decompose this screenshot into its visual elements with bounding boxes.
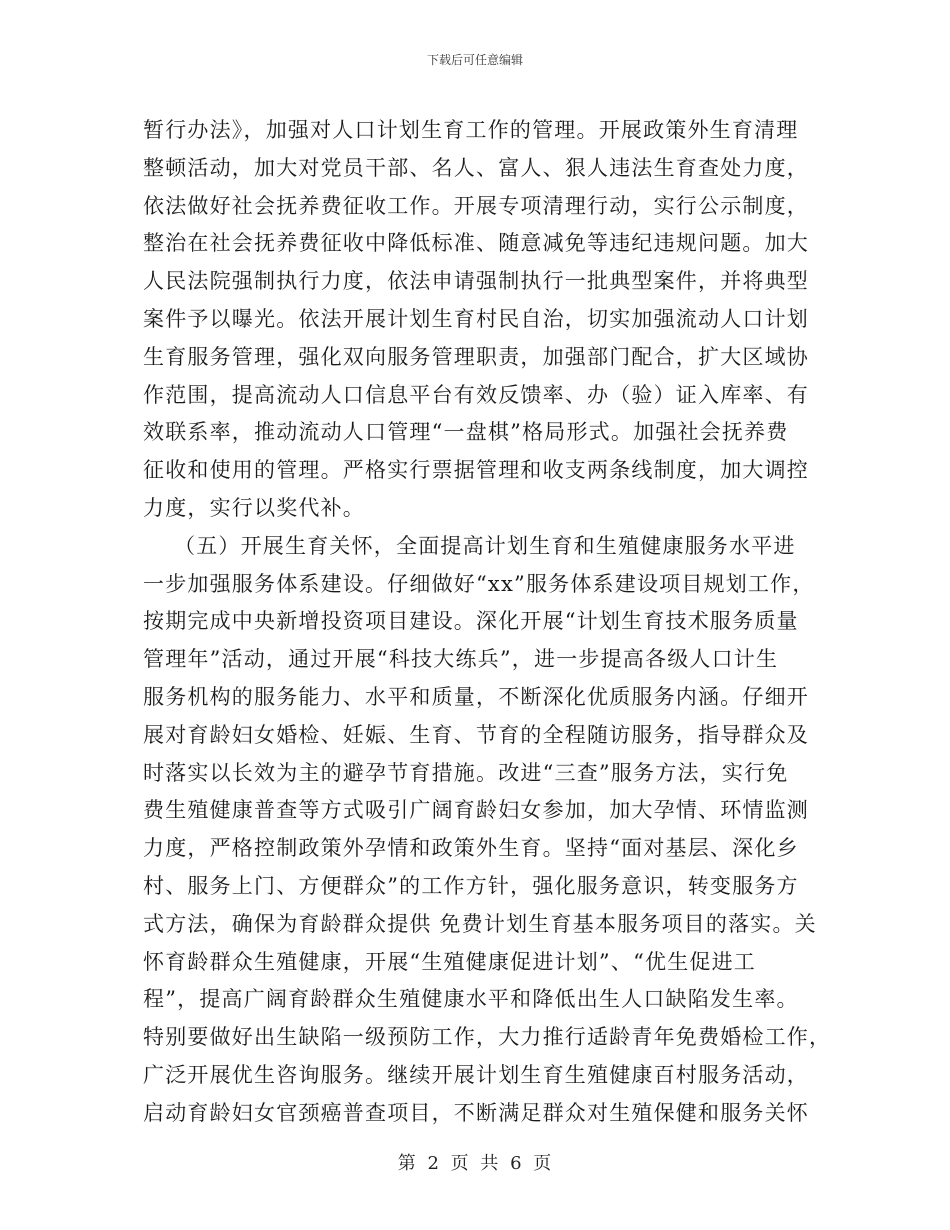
text-line: 作范围，提高流动人口信息平台有效反馈率、办（验）证入库率、有	[143, 382, 809, 407]
page-footer	[0, 1152, 950, 1176]
header-note: 下载后可任意编辑	[426, 53, 523, 67]
text-line: 管理年”活动，通过开展“科技大练兵”，进一步提高各级人口计生	[143, 647, 779, 672]
text-line: 按期完成中央新增投资项目建设。深化开展“计划生育技术服务质量	[143, 609, 799, 634]
text-line: 服务机构的服务能力、水平和质量，不断深化优质服务内涵。仔细开	[143, 684, 809, 709]
text-line: 怀育龄群众生殖健康，开展“生殖健康促进计划”、“优生促进工	[143, 949, 757, 974]
text-line: 征收和使用的管理。严格实行票据管理和收支两条线制度，加大调控	[143, 458, 809, 483]
text-line: 力度，严格控制政策外孕情和政策外生育。坚持“面对基层、深化乡	[143, 836, 799, 861]
page-header	[0, 52, 950, 68]
text-line: 费生殖健康普查等方式吸引广阔育龄妇女参加，加大孕情、环情监测	[143, 798, 809, 823]
document-body	[143, 112, 832, 1133]
text-line: 人民法院强制执行力度，依法申请强制执行一批典型案件，并将典型	[143, 269, 809, 294]
text-line: 广泛开展优生咨询服务。继续开展计划生育生殖健康百村服务活动，	[143, 1062, 809, 1087]
text-line: 整治在社会抚养费征收中降低标准、随意减免等违纪违规问题。加大	[143, 231, 809, 256]
text-line: 整顿活动，加大对党员干部、名人、富人、狠人违法生育查处力度，	[143, 155, 809, 180]
text-line: 特别要做好出生缺陷一级预防工作，大力推行适龄青年免费婚检工作，	[143, 1025, 832, 1050]
text-line: 程”，提高广阔育龄群众生殖健康水平和降低出生人口缺陷发生率。	[143, 987, 799, 1012]
text-line: 案件予以曝光。依法开展计划生育村民自治，切实加强流动人口计划	[143, 306, 809, 331]
text-line: 时落实以长效为主的避孕节育措施。改进“三查”服务方法，实行免	[143, 760, 789, 785]
text-line: 力度，实行以奖代补。	[143, 495, 365, 520]
text-line: 村、服务上门、方便群众”的工作方针，强化服务意识，转变服务方	[143, 873, 799, 898]
page-number: 第 2 页 共 6 页	[397, 1153, 553, 1174]
text-line: 依法做好社会抚养费征收工作。开展专项清理行动，实行公示制度，	[143, 193, 809, 218]
section-heading-line: （五）开展生育关怀，全面提高计划生育和生殖健康服务水平进	[174, 533, 796, 558]
text-line: 启动育龄妇女官颈癌普查项目，不断满足群众对生殖保健和服务关怀	[143, 1100, 809, 1125]
text-line: 暂行办法》，加强对人口计划生育工作的管理。开展政策外生育清理	[143, 118, 799, 142]
text-line: 式方法，确保为育龄群众提供 免费计划生育基本服务项目的落实。关	[143, 911, 817, 936]
text-line: 生育服务管理，强化双向服务管理职责，加强部门配合，扩大区域协	[143, 344, 809, 369]
text-line: 一步加强服务体系建设。仔细做好“xx”服务体系建设项目规划工作，	[143, 571, 815, 596]
text-line: 效联系率，推动流动人口管理“一盘棋”格局形式。加强社会抚养费	[143, 420, 789, 445]
text-line: 展对育龄妇女婚检、妊娠、生育、节育的全程随访服务，指导群众及	[143, 722, 809, 747]
